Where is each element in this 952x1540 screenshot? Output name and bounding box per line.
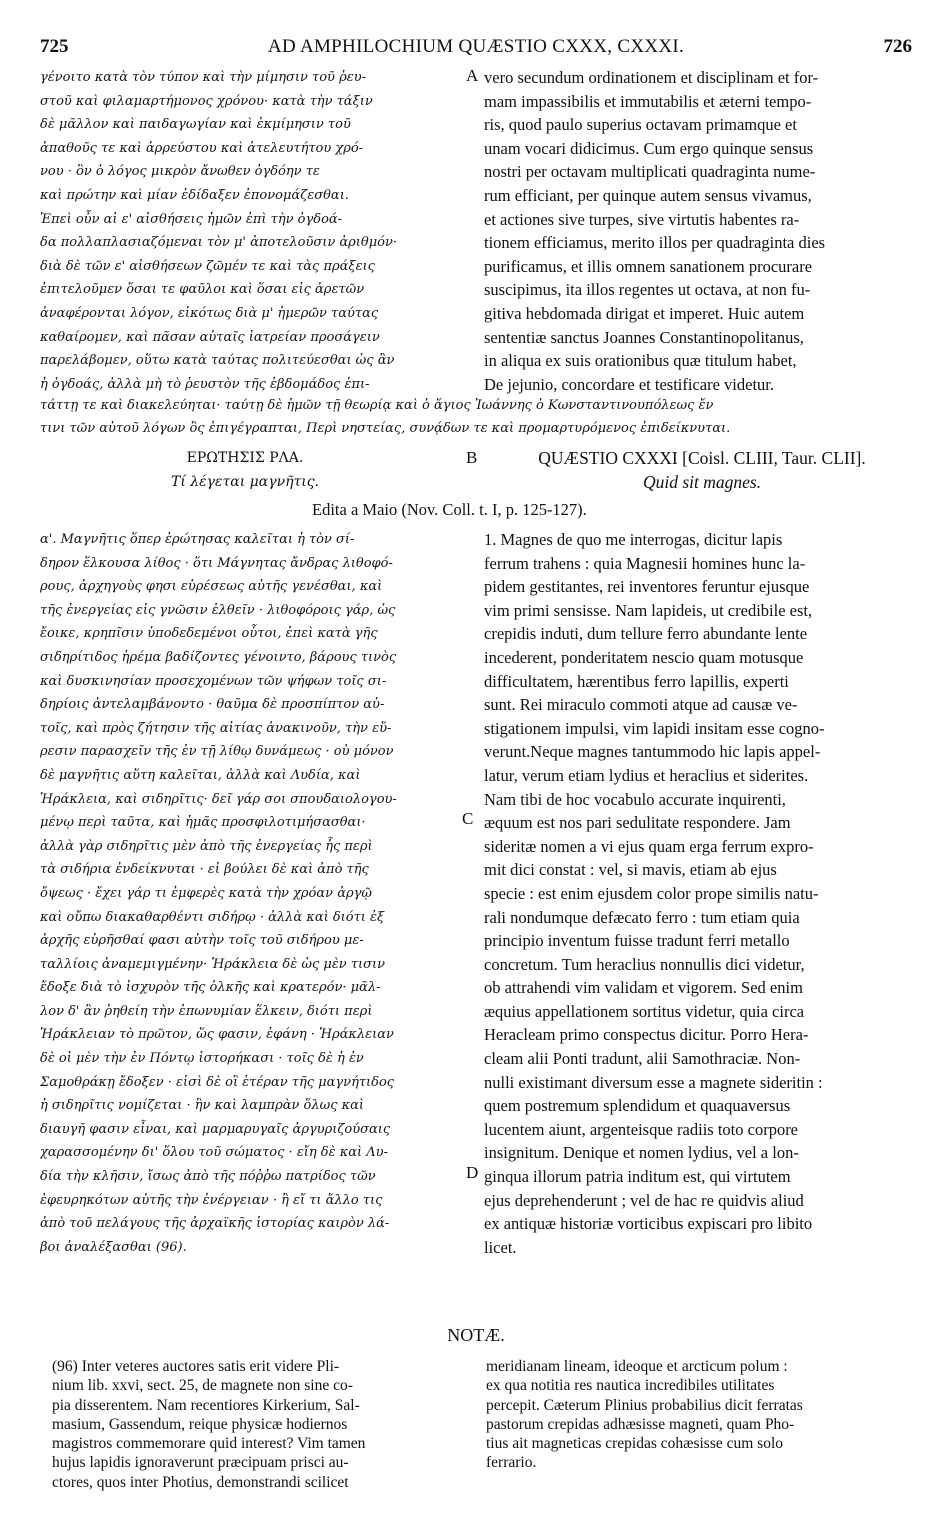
greek-text-line: σιδηρίτιδος ἠρέμα βαδίζοντες γένοιντο, βάρους τινὸς bbox=[40, 649, 397, 665]
top-latin-column bbox=[484, 66, 920, 396]
greek-text-line: ἔοικε, κρηπῖσιν ὑποδεδεμένοι οὗτοι, ἐπεὶ κατὰ γῆς bbox=[40, 626, 378, 642]
greek-question-title: ΕΡΩΤΗΣΙΣ ΡΛΑ. bbox=[186, 450, 304, 466]
greek-text-line: ρους, ἀρχηγοὺς φησι εὑρέσεως αὐτῆς γενέσθαι, καὶ bbox=[40, 579, 383, 595]
note-text-line: pia disserentem. Nam recentiores Kirkerium, Sal- bbox=[52, 1396, 360, 1414]
greek-text-line: ρεσιν παρασχεῖν τῆς ἐν τῇ λίθῳ δυνάμεως · οὐ μόνον bbox=[40, 744, 394, 760]
latin-text-line: ex antiquæ historiæ vorticibus expiscari pro libito bbox=[484, 1214, 813, 1234]
latin-text-line: suscipimus, ita illos regentes ut octava, at non fu- bbox=[484, 280, 811, 300]
greek-text-line: ἀναφέρονται λόγον, εἰκότως διὰ μ' ἡμερῶν ταύτας bbox=[40, 305, 379, 321]
note-text-line: ctores, quos inter Photius, demonstrandi scilicet bbox=[52, 1473, 349, 1491]
main-latin-column bbox=[484, 528, 920, 1259]
note-text-line: nium lib. xxvi, sect. 25, de magnete non sine co- bbox=[52, 1377, 353, 1395]
greek-text-line: ἔδοξε διὰ τὸ ἰσχυρὸν τῆς ὁλκῆς καὶ κρατερόν· μᾶλ- bbox=[40, 980, 381, 996]
greek-text-line: ἀρχῆς εὑρῆσθαί φασι αὐτὴν τοῖς τοῦ σιδήρου με- bbox=[40, 933, 364, 949]
running-header bbox=[40, 36, 912, 60]
edition-note: Edita a Maio (Nov. Coll. t. I, p. 125-127). bbox=[312, 500, 587, 519]
greek-full-width-lines bbox=[40, 394, 920, 440]
greek-text-line: καὶ πρώτην καὶ μίαν ἐδίδαξεν ἐπονομάζεσθαι. bbox=[40, 187, 349, 203]
note-text-line: percepit. Cæterum Plinius probabilius dicit ferratas bbox=[486, 1396, 803, 1414]
greek-text-line: γένοιτο κατὰ τὸν τύπον καὶ τὴν μίμησιν τοῦ ῥευ- bbox=[40, 70, 366, 85]
latin-text-line: mam impassibilis et immutabilis et æterni tempo- bbox=[484, 91, 812, 111]
latin-text-line: gitiva hebdomada dirigat et imperet. Huic autem bbox=[484, 303, 805, 323]
greek-text-line: ὄψεως · ἔχει γάρ τι ἐμφερὲς κατὰ τὴν χρόαν ἀργῷ bbox=[40, 885, 372, 901]
greek-text-line: ἀλλὰ γὰρ σιδηρῖτις μὲν ἀπὸ τῆς ἐνεργείας ἧς περὶ bbox=[40, 838, 373, 854]
latin-text-line: insignitum. Denique et nomen lydius, vel a lon- bbox=[484, 1143, 799, 1163]
latin-text-line: crepidis induti, dum tellure ferro abundante lente bbox=[484, 624, 808, 644]
note-text-line: tius ait magneticas crepidas cohæsisse cum solo bbox=[486, 1435, 784, 1453]
latin-text-line: quem postremum splendidum et quaquaversus bbox=[484, 1096, 791, 1116]
greek-text-line: δὲ μαγνῆτις αὕτη καλεῖται, ἀλλὰ καὶ Λυδία, καὶ bbox=[40, 767, 361, 783]
margin-marker-a: A bbox=[466, 66, 479, 85]
greek-text-line: στοῦ καὶ φιλαμαρτήμονος χρόνου· κατὰ τὴν τάξιν bbox=[40, 93, 373, 109]
greek-text-line: δηρίοις ἀντελαμβάνοντο · θαῦμα δὲ προσπίπτον αὐ- bbox=[40, 697, 385, 713]
greek-text-line: χαρασσομένην δι' ὅλου τοῦ σώματος · εἴη δὲ καὶ Λυ- bbox=[40, 1145, 388, 1161]
latin-text-line: purificamus, et illis omnem sanationem procurare bbox=[484, 256, 813, 276]
greek-text-line: τῆς ἐνεργείας εἰς γνῶσιν ἐλθεῖν · λιθοφόροις γάρ, ὡς bbox=[40, 602, 396, 618]
margin-marker-d: D bbox=[466, 1163, 479, 1182]
latin-text-line: De jejunio, concordare et testificare videtur. bbox=[484, 374, 774, 394]
greek-text-line: μένῳ περὶ ταῦτα, καὶ ἡμᾶς προσφιλοτιμήσασθαι· bbox=[40, 815, 366, 831]
latin-text-line: 1. Magnes de quo me interrogas, dicitur lapis bbox=[484, 530, 783, 549]
greek-text-line: ἐπιτελοῦμεν ὅσαι τε φαῦλοι καὶ ὅσαι εἰς ἀρετῶν bbox=[40, 282, 365, 298]
latin-text-line: sideritæ nomen a vi ejus quam erga ferrum expro- bbox=[484, 836, 814, 856]
greek-text-line: δα πολλαπλασιαζόμεναι τὸν μ' ἀποτελοῦσιν ἀριθμόν· bbox=[40, 235, 398, 251]
latin-text-line: ob attrahendi vim validam et vigorem. Sed enim bbox=[484, 978, 803, 998]
greek-text-line: δία τὴν κλῆσιν, ἴσως ἀπὸ τῆς πόῤῥω πατρίδος τῶν bbox=[40, 1169, 376, 1185]
latin-text-line: verunt.Neque magnes tantummodo hic lapis appel- bbox=[484, 742, 821, 762]
latin-text-line: unam vocari didicimus. Cum ergo quinque sensus bbox=[484, 138, 814, 158]
latin-text-line: specie : est enim ejusdem color prope similis natu- bbox=[484, 883, 819, 903]
greek-text-line: καὶ οὔπω διακαθαρθέντι σιδήρῳ · ἀλλὰ καὶ διότι ἐξ bbox=[40, 909, 385, 925]
greek-text-line: Ἐπεὶ οὖν αἱ ε' αἰσθήσεις ἡμῶν ἐπὶ τὴν ὀγδοά- bbox=[40, 211, 343, 227]
latin-text-line: sunt. Rei miraculo commoti atque ad causæ ve- bbox=[484, 695, 798, 715]
greek-text-line: διὰ δὲ τῶν ε' αἰσθήσεων ζῶμέν τε καὶ τὰς πράξεις bbox=[40, 258, 375, 274]
latin-text-line: æquum est nos pari sedulitate respondere. Jam bbox=[484, 813, 791, 833]
greek-text-line: τοῖς, καὶ πρὸς ζήτησιν τῆς αἰτίας ἀνακινοῦν, τὴν εὕ- bbox=[40, 720, 392, 736]
notes-heading: NOTÆ. bbox=[447, 1325, 505, 1345]
greek-text-line: καὶ δυσκινησίαν προσεχομένων τῶν ψήφων τοῖς σι- bbox=[40, 673, 387, 689]
latin-text-line: sententiæ sanctus Joannes Constantinopolitanus, bbox=[484, 327, 804, 347]
greek-text-line: λον δ' ἂν ῥηθείη τὴν ἐπωνυμίαν ἕλκειν, διότι περὶ bbox=[40, 1003, 373, 1019]
greek-text-line: τάττῃ τε καὶ διακελεύηται· ταύτῃ δὲ ἡμῶν τῇ θεωρίᾳ καὶ ὁ ἅγιος Ἰωάννης ὁ Κωνσταντινουπόλεως ἔν bbox=[40, 398, 714, 413]
latin-text-line: nostri per octavam multiplicati quadraginta nume- bbox=[484, 162, 816, 182]
greek-text-line: νου · ὃν ὁ λόγος μικρὸν ἄνωθεν ὀγδόην τε bbox=[40, 164, 320, 180]
latin-text-line: mit dici constat : vel, si mavis, etiam ab ejus bbox=[484, 860, 777, 880]
latin-text-line: ferrum trahens : quia Magnesii homines hunc la- bbox=[484, 553, 806, 573]
latin-text-line: Nam tibi de hoc vocabulo accurate inquirenti, bbox=[484, 789, 786, 809]
top-greek-column bbox=[40, 66, 462, 396]
greek-text-line: τὰ σιδήρια ἐνδείκνυται · εἰ βούλει δὲ καὶ ἀπὸ τῆς bbox=[40, 862, 369, 878]
greek-text-line: βοι ἀναλέξασθαι (96). bbox=[40, 1239, 187, 1255]
note-text-line: masium, Gassendum, reique physicæ hodiernos bbox=[52, 1415, 348, 1433]
margin-marker-c: C bbox=[462, 809, 474, 828]
greek-question-subtitle: Τί λέγεται μαγνῆτις. bbox=[170, 474, 320, 490]
latin-text-line: vim primi sensisse. Nam lapideis, ut credibile est, bbox=[484, 600, 813, 620]
latin-text-line: incederent, ponderitatem nescio quam motusque bbox=[484, 647, 804, 667]
latin-text-line: rum efficiant, per quinque autem sensus vivamus, bbox=[484, 185, 812, 205]
note-text-line: ex qua notitia res nautica incredibiles utilitates bbox=[486, 1377, 775, 1395]
greek-text-line: ἡ ὀγδοάς, ἀλλὰ μὴ τὸ ῥευστὸν τῆς ἑβδομάδος ἐπι- bbox=[40, 376, 370, 392]
note-text-line: meridianam lineam, ideoque et arcticum polum : bbox=[486, 1358, 788, 1375]
latin-question-subtitle: Quid sit magnes. bbox=[642, 472, 762, 492]
latin-text-line: ejus deprehenderunt ; vel de hac re quidvis aliud bbox=[484, 1190, 804, 1210]
latin-text-line: principio inventum fuisse tradunt ferri metallo bbox=[484, 931, 790, 951]
margin-marker-b: B bbox=[466, 448, 478, 467]
latin-text-line: vero secundum ordinationem et disciplinam et for- bbox=[484, 68, 819, 87]
page-number-right: 726 bbox=[883, 36, 912, 57]
greek-text-line: διαυγῆ φασιν εἶναι, καὶ μαρμαρυγαῖς ἀργυριζούσαις bbox=[40, 1121, 391, 1137]
latin-text-line: lucentem aiunt, argenteisque radiis toto corpore bbox=[484, 1119, 799, 1139]
greek-text-line: Ἡράκλειαν τὸ πρῶτον, ὥς φασιν, ἐφάνη · Ἡράκλειαν bbox=[40, 1027, 394, 1043]
note-text-line: magistros commemorare quid interest? Vim tamen bbox=[52, 1435, 366, 1453]
note-text-line: pastorum crepidas adhæsisse magneti, quam Pho- bbox=[486, 1415, 795, 1433]
latin-text-line: ginqua illorum patria inditum est, qui virtutem bbox=[484, 1167, 791, 1187]
latin-text-line: nulli existimant diversum esse a magnete sideritin : bbox=[484, 1072, 823, 1092]
notes-right-column bbox=[486, 1357, 918, 1473]
greek-text-line: ἡ σιδηρῖτις νομίζεται · ἣν καὶ λαμπρὰν ὅλως καὶ bbox=[40, 1098, 365, 1114]
note-text-line: hujus lapidis ignoraverunt præcipuam prisci au- bbox=[52, 1454, 349, 1472]
greek-text-line: δηρον ἕλκουσα λίθος · ὅτι Μάγνητας ἄνδρας λιθοφό- bbox=[40, 555, 393, 571]
page-number-left: 725 bbox=[40, 36, 69, 57]
latin-question-title: QUÆSTIO CXXXI [Coisl. CLIII, Taur. CLII]. bbox=[538, 448, 866, 468]
latin-text-line: rali nondumque defæcato ferro : tum etiam quia bbox=[484, 907, 800, 927]
note-text-line: ferrario. bbox=[486, 1454, 537, 1472]
latin-text-line: tionem efficiamus, merito illos per quadraginta dies bbox=[484, 233, 826, 253]
running-title: AD AMPHILOCHIUM QUÆSTIO CXXX, CXXXI. bbox=[267, 36, 685, 57]
latin-text-line: Heracleam primo conspectus dicitur. Porro Hera- bbox=[484, 1025, 809, 1045]
latin-text-line: et actiones sive turpes, sive virtutis habentes ra- bbox=[484, 209, 800, 229]
greek-text-line: καθαίρομεν, καὶ πᾶσαν αὐταῖς ἰατρείαν προσάγειν bbox=[40, 329, 380, 345]
latin-text-line: difficultatem, hærentibus ferro lapillis, experti bbox=[484, 671, 789, 691]
notes-left-column bbox=[52, 1357, 462, 1492]
greek-text-line: ἀπὸ τοῦ πελάγους τῆς ἀρχαϊκῆς ἱστορίας καιρὸν λά- bbox=[40, 1216, 390, 1232]
greek-text-line: Ἡράκλεια, καὶ σιδηρῖτις· δεῖ γάρ σοι σπουδαιολογου- bbox=[40, 791, 397, 807]
latin-text-line: ris, quod paulo superius octavam primamque et bbox=[484, 115, 797, 135]
greek-text-line: ταλλίοις ἀναμεμιγμένην· Ἡράκλεια δὲ ὡς μὲν τισιν bbox=[40, 956, 386, 972]
note-text-line: (96) Inter veteres auctores satis erit videre Pli- bbox=[52, 1358, 340, 1375]
latin-text-line: in aliqua ex suis orationibus quæ titulum habet, bbox=[484, 351, 797, 371]
greek-text-line: δὲ οἱ μὲν τὴν ἐν Πόντῳ ἱστορήκασι · τοῖς δὲ ἡ ἐν bbox=[40, 1051, 364, 1067]
main-greek-column bbox=[40, 528, 460, 1259]
greek-text-line: ἐφευρηκότων αὐτῆς τὴν ἐνέργειαν · ἢ εἴ τι ἄλλο τις bbox=[40, 1192, 383, 1208]
greek-text-line: τινι τῶν αὐτοῦ λόγων ὃς ἐπιγέγραπται, Περὶ νηστείας, συνᾴδων τε καὶ προμαρτυρόμενος ἐπιδείκνυται. bbox=[40, 421, 731, 436]
latin-text-line: concretum. Tum heraclius nonnullis dici videtur, bbox=[484, 954, 805, 974]
latin-text-line: stigationem impulsi, vim lapidi insitam esse cogno- bbox=[484, 718, 825, 738]
latin-text-line: æquius appellationem sortitus videtur, quia circa bbox=[484, 1001, 805, 1021]
greek-text-line: α'. Μαγνῆτις ὅπερ ἐρώτησας καλεῖται ἡ τὸν σί- bbox=[40, 532, 355, 547]
latin-text-line: licet. bbox=[484, 1237, 517, 1257]
greek-text-line: Σαμοθράκῃ ἔδοξεν · εἰσὶ δὲ οἳ ἑτέραν τῆς μαγνήτιδος bbox=[40, 1074, 395, 1090]
latin-text-line: cleam alii Ponti tradunt, alii Samothraciæ. Non- bbox=[484, 1049, 801, 1069]
latin-text-line: pidem gestitantes, rei inventores feruntur ejusque bbox=[484, 577, 810, 597]
greek-text-line: δὲ μᾶλλον καὶ παιδαγωγίαν καὶ ἐκμίμησιν τοῦ bbox=[40, 117, 351, 133]
greek-text-line: παρελάβομεν, οὕτω κατὰ ταύτας πολιτεύεσθαι ὡς ἂν bbox=[40, 353, 395, 369]
greek-text-line: ἀπαθοῦς τε καὶ ἀρρεύστου καὶ ἀτελευτήτου χρό- bbox=[40, 140, 364, 156]
latin-text-line: latur, verum etiam lydius et heraclius et siderites. bbox=[484, 765, 809, 785]
